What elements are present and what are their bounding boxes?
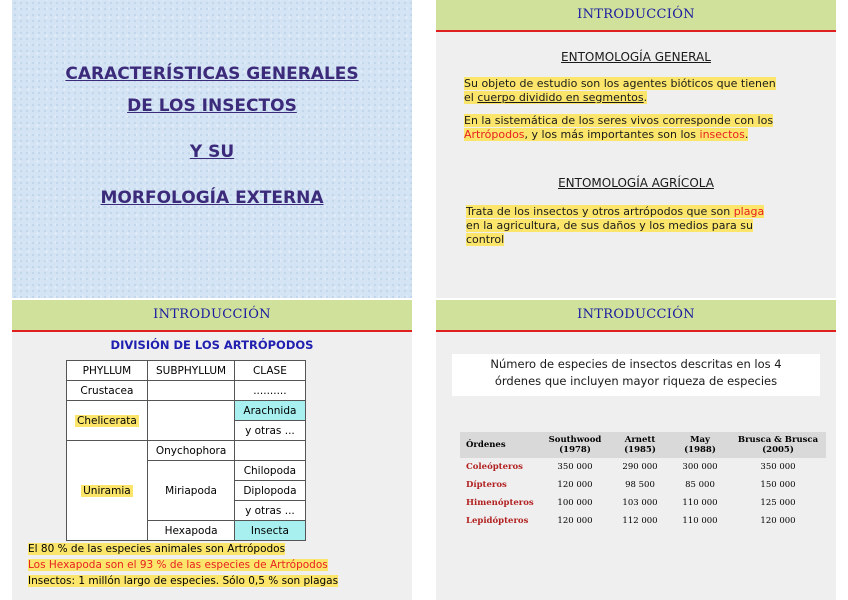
- intro-slide-entomology: [436, 0, 836, 298]
- table-cell: 103 000: [622, 498, 658, 508]
- table-cell: 300 000: [682, 462, 718, 472]
- table-cell: 350 000: [760, 462, 796, 472]
- cell-hexapoda: Hexapoda: [147, 521, 234, 541]
- cell-crustacea: Crustacea: [67, 381, 148, 401]
- cell-chelicerata: Chelicerata: [67, 401, 148, 441]
- cell-chilopoda: Chilopoda: [235, 461, 305, 481]
- table-cell: 350 000: [557, 462, 593, 472]
- intro-slide-arthropod-division: [12, 300, 412, 600]
- table-cell: 120 000: [760, 516, 796, 526]
- table-cell: 150 000: [760, 480, 796, 490]
- table-row: [460, 476, 826, 494]
- table-cell: 125 000: [760, 498, 796, 508]
- slide-header-band: [436, 0, 836, 32]
- order-name: Himenópteros: [466, 498, 534, 508]
- slide-header-band: [436, 300, 836, 332]
- table-cell: 110 000: [682, 516, 718, 526]
- header-southwood: Southwood (1978): [540, 432, 610, 458]
- table-cell: 290 000: [622, 462, 658, 472]
- header-brusca: Brusca & Brusca (2005): [730, 432, 826, 458]
- slide-header-title: INTRODUCCIÓN: [577, 307, 695, 322]
- paragraph-agricultural: Trata de los insectos y otros artrópodos que son plaga en la agricultura, de sus daños y los medios para su control: [466, 205, 765, 246]
- paragraph-object-of-study: Su objeto de estudio son los agentes bióticos que tienen el cuerpo dividido en segmentos.: [464, 77, 776, 104]
- cell-empty: [147, 381, 234, 401]
- cell-arachnida: Arachnida: [235, 401, 305, 421]
- cell-empty: [235, 441, 305, 461]
- table-cell: 120 000: [557, 480, 593, 490]
- table-row: [460, 512, 826, 530]
- table-row: [67, 441, 306, 461]
- header-clase: CLASE: [235, 361, 305, 381]
- footnote-insects: Insectos: 1 millón largo de especies. Sólo 0,5 % son plagas: [28, 575, 339, 587]
- cell-uniramia: Uniramia: [67, 441, 148, 541]
- slide-header-title: INTRODUCCIÓN: [153, 307, 271, 322]
- footnote-hexapoda: Los Hexapoda son el 93 % de las especies de Artrópodos: [28, 559, 328, 571]
- intro-slide-species-count: [436, 300, 836, 600]
- table-header-row: [67, 361, 306, 381]
- cover-title-line4: MORFOLOGÍA EXTERNA: [100, 188, 324, 208]
- paragraph-systematics: En la sistemática de los seres vivos corresponde con los Artrópodos, y los más importantes son los insectos.: [464, 114, 774, 141]
- cover-slide: [12, 0, 412, 298]
- cell-onychophora: Onychophora: [147, 441, 234, 461]
- slide-header-title: INTRODUCCIÓN: [577, 7, 695, 22]
- slide-header-band: [12, 300, 412, 332]
- order-name: Lepidópteros: [466, 516, 529, 526]
- arthropod-division-table: [66, 360, 306, 541]
- cell-diplopoda: Diplopoda: [235, 481, 305, 501]
- header-phyllum: PHYLLUM: [67, 361, 148, 381]
- table-row: [67, 401, 306, 421]
- cell-empty: [147, 401, 234, 441]
- species-by-order-table: [460, 432, 826, 530]
- header-may: May (1988): [670, 432, 730, 458]
- order-name: Coleópteros: [466, 462, 523, 472]
- table-cell: 112 000: [622, 516, 658, 526]
- table-row: [460, 494, 826, 512]
- species-count-caption: Número de especies de insectos descritas en los 4 órdenes que incluyen mayor riqueza de especies: [452, 354, 820, 396]
- cell-miriapoda: Miriapoda: [147, 461, 234, 521]
- table-cell: 120 000: [557, 516, 593, 526]
- table-cell: 110 000: [682, 498, 718, 508]
- arthropod-division-title: DIVISIÓN DE LOS ARTRÓPODOS: [110, 338, 314, 352]
- header-subphyllum: SUBPHYLLUM: [147, 361, 234, 381]
- general-entomology-heading: ENTOMOLOGÍA GENERAL: [561, 50, 711, 64]
- cell-insecta: Insecta: [235, 521, 305, 541]
- cover-title-line1: CARACTERÍSTICAS GENERALES: [65, 64, 359, 84]
- table-cell: 100 000: [557, 498, 593, 508]
- table-row: [460, 458, 826, 476]
- agricultural-entomology-heading: ENTOMOLOGÍA AGRÍCOLA: [558, 176, 714, 190]
- table-header-row: [460, 432, 826, 458]
- footnote-arthropods: El 80 % de las especies animales son Artrópodos: [28, 543, 286, 555]
- cell-other-classes: y otras ...: [235, 501, 305, 521]
- header-ordenes: Órdenes: [460, 432, 540, 458]
- header-arnett: Arnett (1985): [610, 432, 670, 458]
- table-row: [67, 381, 306, 401]
- cell-dots: ..........: [235, 381, 305, 401]
- table-cell: 85 000: [685, 480, 715, 490]
- cover-title-line2: DE LOS INSECTOS: [127, 96, 297, 116]
- table-cell: 98 500: [625, 480, 655, 490]
- cell-other-classes: y otras ...: [235, 421, 305, 441]
- order-name: Dípteros: [466, 480, 507, 490]
- cover-title-line3: Y SU: [189, 142, 235, 162]
